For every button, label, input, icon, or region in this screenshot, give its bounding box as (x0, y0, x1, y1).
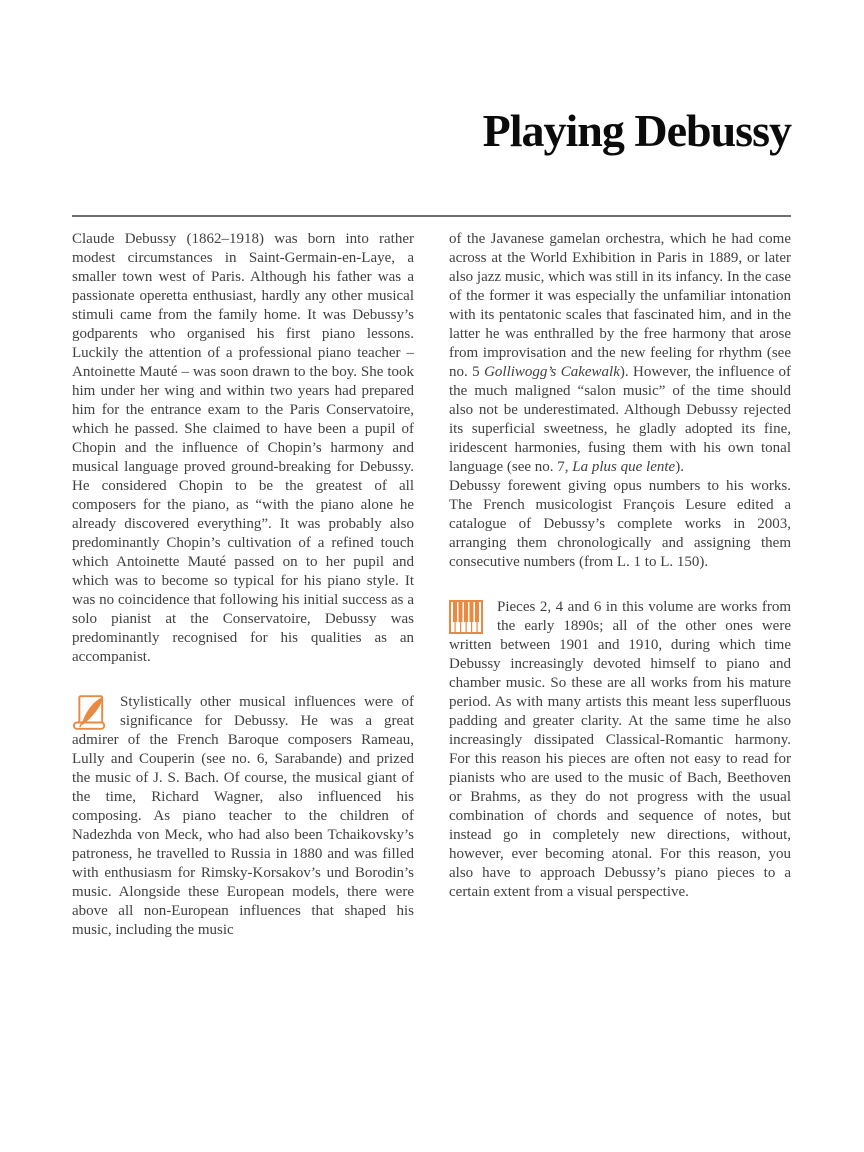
paragraph-text: Pieces 2, 4 and 6 in this volume are works from the early 1890s; all of the other ones were written between 1901 and 1910, during which time Debussy increasingly devoted himself to piano and chamber music. So these are all works from his mature period. As with many artists this meant less superfluous padding and greater clarity. At the same time he also increasingly dissipated Classical-Romantic harmony. For this reason his pieces are often not easy to read for pianists who are used to the music of Bach, Beethoven or Brahms, as they do not progress with the usual combination of chords and sequence of notes, but instead go in completely new directions, without, however, ever becoming atonal. For this reason, you also have to approach Debussy’s piano pieces to a certain extent from a visual perspective. (449, 599, 791, 900)
piano-keyboard-icon (449, 600, 483, 634)
paragraph-catalogue: Debussy forewent giving opus numbers to his works. The French musicologist François Lesure edited a catalogue of Debussy’s complete works in 2003, arranging them chronologically and assigning them consecutive numbers (from L. 1 to L. 150). (449, 478, 791, 570)
left-column (72, 230, 414, 940)
header-rule (72, 215, 791, 217)
quill-icon (72, 695, 110, 730)
paragraph-influences (72, 693, 414, 940)
right-column (449, 230, 791, 940)
paragraph-text: Stylistically other musical influences were of significance for Debussy. He was a great admirer of the French Baroque composers Rameau, Lully and Couperin (see no. 6, Sarabande) and prized the music of J. S. Bach. Of course, the musical giant of the time, Richard Wagner, also influenced his composing. As piano teacher to the children of Nadezhda von Meck, who had also been Tchaikovsky’s patroness, he travelled to Russia in 1880 and was filled with enthusiasm for Rimsky-Korsakov’s und Borodin’s music. Alongside these European models, there were above all non-European influences that shaped his music, including the music (72, 694, 414, 938)
page-title: Playing Debussy (482, 105, 791, 156)
paragraph-volume-pieces (449, 598, 791, 902)
paragraph-influences-continued: of the Javanese gamelan orchestra, which he had come across at the World Exhibition in Paris in 1889, or later also jazz music, which was still in its infancy. In the case of the former it was especially the unfamiliar intonation with its pentatonic scales that fascinated him, and in the latter he was enthralled by the free harmony that arose from improvisation and the new feeling for rhythm (see no. 5 Golliwogg’s Cakewalk). However, the influence of the much maligned “salon music” of the time should also not be underestimated. Although Debussy rejected its superficial sweetness, he gladly adopted its fine, iridescent harmonies, fusing them with his own tonal language (see no. 7, La plus que lente). (449, 231, 792, 475)
text-columns (72, 230, 791, 940)
paragraph-biography: Claude Debussy (1862–1918) was born into rather modest circumstances in Saint-Germain-en-Laye, a smaller town west of Paris. Although his father was a passionate operetta enthusiast, hardly any other musical stimuli came from the family home. It was Debussy’s godparents who organised his first piano lessons. Luckily the attention of a professional piano teacher – Antoinette Mauté – was soon drawn to the boy. She took him under her wing and within two years had prepared him for the entrance exam to the Paris Conservatoire, which he passed. She claimed to have been a pupil of Chopin and the influence of Chopin’s harmony and musical language proved ground-breaking for Debussy. He considered Chopin to be the greatest of all composers for the piano, as “with the piano alone he already discovered everything”. It was probably also predominantly Chopin’s cultivation of a refined touch which Antoinette Mauté passed on to her pupil and which was to become so typical for his piano style. It was no coincidence that following his initial success as a solo pianist at the Conservatoire, Debussy was predominantly recognised for his qualities as an accompanist. (72, 231, 414, 665)
